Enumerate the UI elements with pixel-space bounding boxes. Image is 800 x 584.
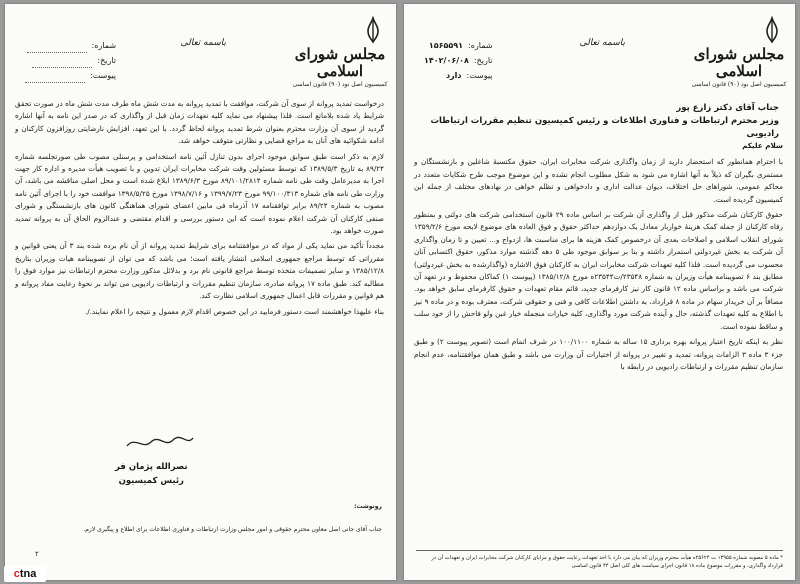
letter-body	[15, 98, 384, 321]
letter-page-2	[5, 4, 396, 580]
bismillah: باسمه تعالی	[579, 38, 625, 48]
signatory-title: رئیس کمیسیون	[118, 476, 184, 486]
watermark-rest: tna	[19, 568, 37, 580]
signatory-name: نصرالله پژمان فر	[115, 462, 188, 472]
attachment-row: پیوست:	[25, 68, 116, 83]
attachment-value: دارد	[445, 71, 462, 80]
watermark-c: c	[13, 568, 20, 580]
paragraph: درخواست تمدید پروانه از سوی آن شرکت، موافقت با تمدید پروانه به مدت شش ماه طرف مدت شش ماه در صورت تحقق شرایط یاد شده بلامانع است. فلذا پیشنهاد می نماید کلیه تعهدات زمان قبل از واگذاری که در صدر این نامه به آنها اشاره گردید از سوی آن وزارت محترم بعنوان شرط تمدید پروانه لحاظ گردد. با این تعهد، افزایش نارضایتی روزافزون کارکنان و ادامه شکوائیه های آنان به مراجع قضایی و نظارتی متوقف خواهد شد.	[15, 99, 384, 146]
cc-body: جناب آقای جانی اصل معاون محترم حقوقی و امور مجلس وزارت ارتباطات و فناوری اطلاعات برای اطلاع و پیگیری لازم.	[83, 526, 382, 533]
parliament-logo-text	[292, 46, 388, 89]
letter-body	[414, 140, 783, 376]
letter-date: ۱۴۰۲/۰۶/۰۸	[424, 56, 469, 65]
signature-block	[115, 460, 188, 488]
number-row: شماره: ۱۵۶۵۵۹۱	[424, 38, 493, 53]
attachment-row: پیوست: دارد	[424, 68, 493, 83]
paragraph: بناء علیهذا خواهشمند است دستور فرمایید در این خصوص اقدام لازم معمول و نتیجه را اعلام نمایند./.	[84, 306, 384, 316]
iran-emblem-icon	[362, 16, 384, 44]
cc-title: رونوشت:	[354, 503, 382, 510]
addressee-title: وزیر محترم ارتباطات و فناوری اطلاعات و رئیس کمیسیون تنظیم مقررات ارتباطات رادیویی	[430, 116, 779, 139]
letter-meta	[424, 38, 493, 83]
letter-page-1	[404, 4, 795, 580]
letter-meta	[25, 38, 116, 83]
paragraph: با احترام همانطور که استحضار دارید از زمان واگذاری شرکت مخابرات ایران، حقوق مکتسبهٔ شاغلین و بازنشستگان و مستمری بگیران که ذیلاً به آنها اشاره می شود به شکل مطلوب انجام نشده و این موضوع موجب طرح شکایات متعدد در محاکم عمومی، شوراهای حل اختلاف، دیوان عدالت اداری و دادخواهی و تظلم خواهی در نهادهای مختلف از جمله این کمیسیون گردیده است.	[414, 157, 783, 204]
org-name: مجلس شورای اسلامی	[294, 45, 386, 80]
citna-watermark	[4, 566, 46, 582]
paragraph: لازم به ذکر است طبق سوابق موجود اجرای بدون تنازل آئین نامه استخدامی و پرسنلی مصوب طی صورتجلسه شماره ۸۹/۲۴ به تاریخ ۱۳۸۹/۵/۳ که توسط مسئولین وقت شرکت مخابرات ایران تدوین و با تصویب هیأت مدیره و اداره کار جهت اجرا به مدیرعامل وقت طی نامه شماره ۸۹/۱۰۱/۲۸۱۴ مورخ ۱۳۸۹/۶/۳ ابلاغ شده است و محل اصلی مناقشه می باشد، آن وزارت طی نامه های شماره ۹۹/۱۰۰/۳۱۳ مورخ ۱۳۹۹/۷/۲۳ و ۱۳۹۸/۷/۱۶ مورخ ۱۳۹۸/۵/۲۵ موافقت خود را با اجرای آئین نامه مصوب به شماره ۸۹/۲۴ برابر توافقنامه ۱۷ آذرماه فی مابین اعضای شورای هماهنگی کانون های بازنشستگی و شورای صنفی کارکنان آن شرکت اعلام نموده است که این دستور بررسی و اقدام مقتضی و عندالزوم الحاق آن به پروانه تمدید صورت خواهد بود.	[15, 151, 385, 236]
date-row: تاریخ: ۱۴۰۲/۰۶/۰۸	[424, 53, 493, 68]
bismillah: باسمه تعالی	[180, 38, 226, 48]
addressee-name: جناب آقای دکتر زارع پور	[676, 103, 779, 113]
org-name: مجلس شورای اسلامی	[693, 45, 785, 80]
paragraph: نظر به اینکه تاریخ اعتبار پروانه بهره برداری ۱۵ ساله به شماره ۱۰۰/۱۱۰۰ در شرف اتمام است (تصویر پیوست ۲) و طبق جزء ۳ ماده ۳ الزامات پروانه، تمدید و تغییر در پروانه از اختیارات آن وزارت می باشد و طبق همان موافقتنامه، عدم انجام سازمان تنظیم مقررات و ارتباطات رادیویی در رابطه با	[414, 337, 783, 371]
iran-emblem-icon	[761, 16, 783, 44]
commission-name: کمیسیون اصل نود (۹۰) قانون اساسی	[292, 81, 388, 88]
signature-scrawl-icon	[125, 434, 195, 452]
date-row: تاریخ:	[25, 53, 116, 68]
page-number: ۲	[35, 550, 39, 558]
salutation: سلام علیکم	[742, 141, 783, 150]
footnote: * ماده ۵ مصوبه شماره ۱۳۹۵۵ ت ۲۵۶۲۴ه هیأت محترم وزیران که بیان می دارد با اخذ تعهدات رعایت حقوق و مزایای کارکنان شرکت مخابرات ایران و تعهدات آن در قرارداد واگذاری، و مقررات موضوع ماده ۱۸ قانون اجرای سیاست های کلی اصل ۴۴ قانون اساسی	[416, 550, 783, 570]
parliament-logo-text	[691, 46, 787, 89]
paragraph: حقوق کارکنان شرکت مذکور قبل از واگذاری آن شرکت بر اساس ماده ۲۹ قانون استخدامی شرکت های دولتی و بمنظور رفاه کارکنان از جمله کمک هزینهٔ خواربار معادل یک دوازدهم حداکثر حقوق و فوق العاده های موضوع لایحه مورخ ۱۳۵۹/۲/۶ شورای انقلاب اسلامی و اصلاحات بعدی آن درخصوص کمک هزینه ها برای مناسبت ها، ازدواج و... تعیین و تا زمان واگذاری آن شرکت به بخش غیردولتی استمرار داشته و بنا بر سوابق موجود طی ۵ دهه گذشته موارد مذکور، حقوق اکتسابی آنان محسوب می گردیده است. فلذا کلیه تعهدات شرکت مخابرات ایران به کارکنان فوق الاشاره (واگذارشده به بخش غیردولتی) مطابق بند ۶ تصویبنامه هیأت وزیران به شماره ۲۳۵۴۸/ت۲۳۵۴۴ه مورخ ۱۳۸۵/۱۲/۸ (پیوست ۱) کماکان محفوظ و در تعهد آن شرکت می باشد و براساس ماده ۱۲ قانون کار نیز کارفرمای جدید، قائم مقام تعهدات و حقوق کارفرمای سابق خواهد بود. مضافاً بر آن خریدار سهام در ماده ۸ قرارداد، به داشتن اطلاعات کافی و فنی و حقوقی شرکت، معترف بوده و در ماده ۹ نیز با اطلاع به کلیه تعهدات گذشته، حال و آینده شرکت مورد واگذاری، کلیه خیارات منجمله خیار غبن ولو فاحش را از خود سلب و ساقط نموده است.	[414, 210, 784, 331]
paragraph: مجدداً تأکید می نماید یکی از مواد که در موافقتنامه برای شرایط تمدید پروانه از آن نام برده شده بند ۳ آن یعنی قوانین و مقرراتی که توسط مراجع جمهوری اسلامی انتشار یافته است؛ می باشد که می توان از تصویبنامه هیات وزیران بتاریخ ۱۳۸۵/۱۲/۸ و سایر تصمیمات متخذه توسط مراجع قانونی نام برد و بدلائل مذکور وزارت محترم ارتباطات نیز موارد فوق را مطالبه کند. طبق ماده ۱۷ پروانه صادره، سازمان تنظیم مقررات و ارتباطات رادیویی می تواند بر نحوهٔ رعایت مفاد پروانه و هم قوانین و مقررات قابل اعمال جمهوری اسلامی نظارت کند.	[15, 241, 385, 301]
commission-name: کمیسیون اصل نود (۹۰) قانون اساسی	[691, 81, 787, 88]
number-row: شماره:	[25, 38, 116, 53]
letter-number: ۱۵۶۵۵۹۱	[428, 41, 464, 50]
addressee	[404, 102, 779, 141]
